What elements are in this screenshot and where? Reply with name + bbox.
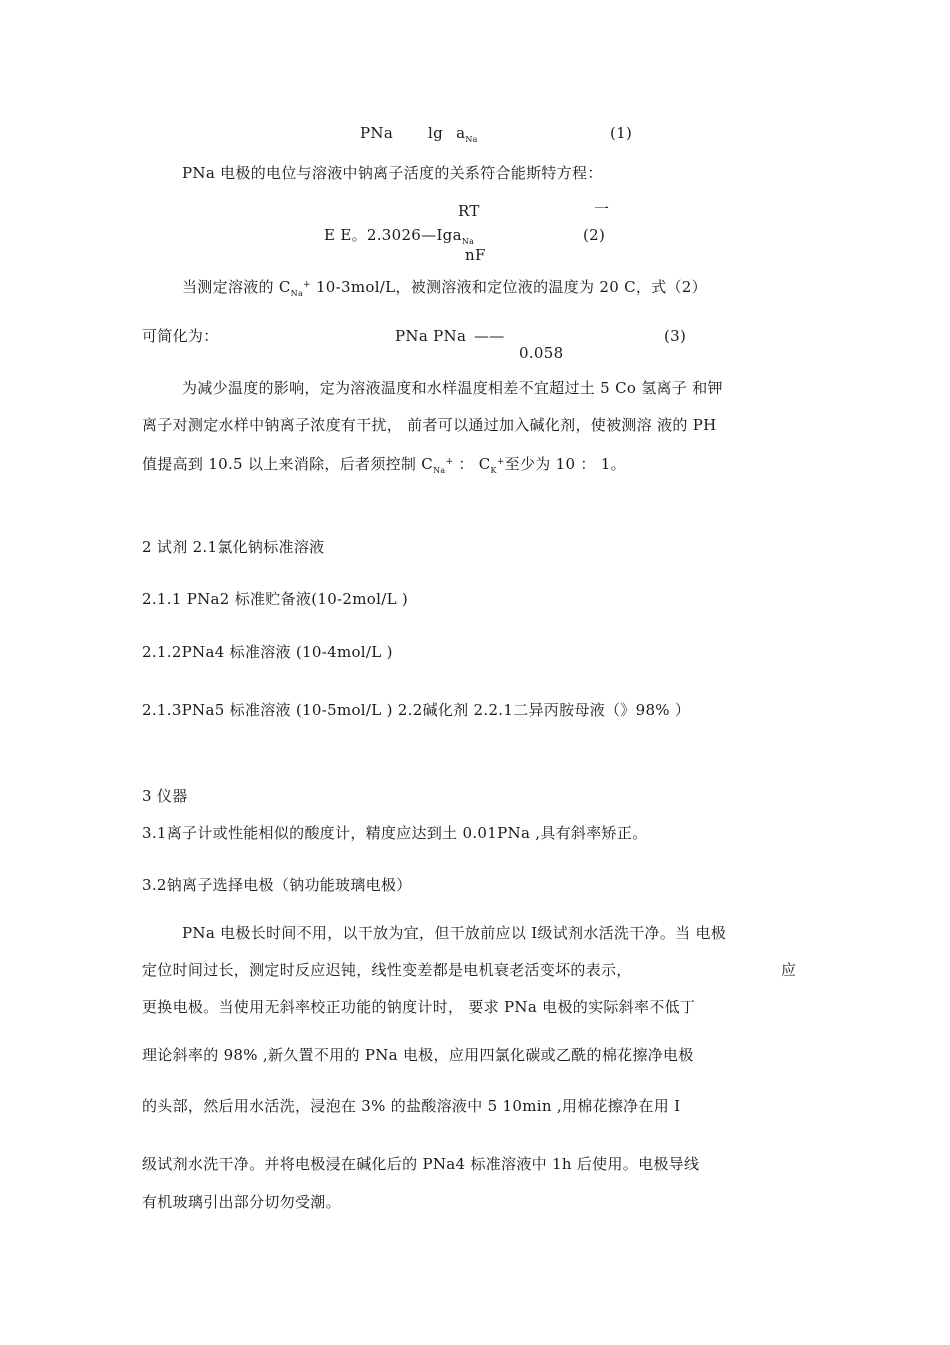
nernst-intro: PNa 电极的电位与溶液中钠离子活度的关系符合能斯特方程： xyxy=(182,164,603,182)
interference-line-3 xyxy=(142,452,626,481)
section-2-1-2: 2.1.2PNa4 标准溶液 (10-4mol/L ) xyxy=(142,643,393,661)
electrode-care-line-7: 有机玻璃引出部分切勿受潮。 xyxy=(142,1193,341,1211)
condition-text-a: 当测定溶液的 C xyxy=(182,278,291,296)
equation-2-sub: Na xyxy=(461,237,475,246)
equation-1-a: a xyxy=(456,124,466,142)
electrode-care-line-2: 定位时间过长，测定时反应迟钝，线性变差都是电机衰老活变坏的表示， xyxy=(142,961,632,979)
equation-1-number: (1) xyxy=(610,124,633,142)
equation-2-body xyxy=(324,225,474,252)
equation-2-number: (2) xyxy=(583,226,606,244)
interference-sup-k: + xyxy=(496,457,505,467)
equation-2-denominator: nF xyxy=(465,246,486,264)
section-2-heading: 2 试剂 2.1氯化钠标准溶液 xyxy=(142,538,325,556)
condition-sup: + xyxy=(303,280,311,290)
interference-sub-k: K xyxy=(490,466,497,475)
electrode-care-line-5: 的头部，然后用水活洗，浸泡在 3% 的盐酸溶液中 5 10min ,用棉花擦净在用 I xyxy=(142,1097,681,1115)
equation-1-rhs xyxy=(428,123,478,150)
equation-2-expression: E E。2.3026—Iga xyxy=(324,226,462,244)
electrode-care-line-2-end: 应 xyxy=(781,961,797,979)
interference-text-b: ： C xyxy=(453,455,491,473)
condition-line xyxy=(182,275,707,304)
equation-1-sub: Na xyxy=(465,135,478,144)
section-3-1: 3.1离子计或性能相似的酸度计，精度应达到土 0.01PNa ,具有斜率矫正。 xyxy=(142,824,648,842)
condition-sub: Na xyxy=(290,289,304,298)
electrode-care-line-3: 更换电极。当使用无斜率校正功能的钠度计时， 要求 PNa 电极的实际斜率不低丁 xyxy=(142,998,696,1016)
equation-3-number: (3) xyxy=(664,327,687,345)
equation-3-bar: —— xyxy=(474,327,505,345)
equation-3-expression: PNa PNa xyxy=(395,327,467,345)
interference-text-c: 至少为 10 ： 1。 xyxy=(504,455,626,473)
section-3-heading: 3 仪器 xyxy=(142,787,188,805)
simplified-lead: 可简化为： xyxy=(142,327,219,345)
electrode-care-line-4: 理论斜率的 98% ,新久置不用的 PNa 电极，应用四氯化碳或乙酰的棉花擦净电极 xyxy=(142,1046,694,1064)
interference-text-a: 值提高到 10.5 以上来消除，后者须控制 C xyxy=(142,455,434,473)
interference-line-1: 为减少温度的影响，定为溶液温度和水样温度相差不宜超过土 5 Co 氢离子 和钾 xyxy=(182,379,723,397)
equation-1-lhs: PNa xyxy=(360,124,394,142)
section-2-1-3: 2.1.3PNa5 标准溶液 (10-5mol/L ) 2.2碱化剂 2.2.1二异丙胺母液（》98% ） xyxy=(142,701,691,719)
interference-sup-na: + xyxy=(445,457,454,467)
interference-sub-na: Na xyxy=(433,466,446,475)
electrode-care-line-6: 级试剂水洗干净。并将电极浸在碱化后的 PNa4 标准溶液中 1h 后使用。电极导线 xyxy=(142,1155,700,1173)
section-3-2: 3.2钠离子选择电极（钠功能玻璃电极） xyxy=(142,876,412,894)
equation-2-numerator: RT xyxy=(458,202,480,220)
equation-2-dash: 一 xyxy=(594,200,610,218)
equation-1-lg: lg xyxy=(428,124,443,142)
interference-line-2: 离子对测定水样中钠离子浓度有干扰， 前者可以通过加入碱化剂，使被测溶 液的 PH xyxy=(142,416,717,434)
section-2-1-1: 2.1.1 PNa2 标准贮备液(10-2mol/L ) xyxy=(142,590,409,608)
equation-3-denominator: 0.058 xyxy=(519,344,564,362)
condition-text-b: 10-3mol/L，被测溶液和定位液的温度为 20 C，式（2） xyxy=(310,278,707,296)
electrode-care-line-1: PNa 电极长时间不用，以干放为宜，但干放前应以 I级试剂水活洗干净。当 电极 xyxy=(182,924,727,942)
